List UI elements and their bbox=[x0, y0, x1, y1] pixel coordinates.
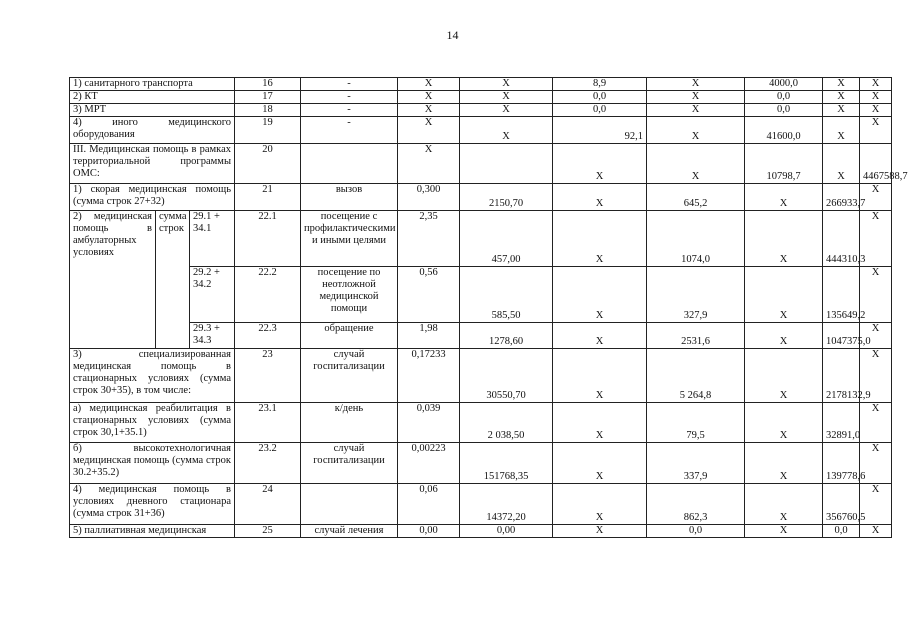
row-number: 18 bbox=[235, 104, 301, 117]
value-cell: 444310,3 bbox=[823, 211, 860, 267]
row-name: 5) паллиативная медицинская bbox=[70, 525, 235, 538]
value-cell: X bbox=[823, 117, 860, 144]
row-ref: 29.2 + 34.2 bbox=[190, 267, 235, 323]
value-cell: 1,98 bbox=[398, 323, 460, 349]
value-cell: X bbox=[823, 104, 860, 117]
page-number: 14 bbox=[446, 28, 459, 42]
value-cell: X bbox=[398, 91, 460, 104]
table-row bbox=[70, 267, 892, 323]
row-name: а) медицинская реабилитация в стационарных условиях (сумма строк 30,1+35.1) bbox=[70, 403, 235, 443]
value-cell: 1074,0 bbox=[647, 211, 745, 267]
value-cell: X bbox=[860, 117, 892, 144]
value-cell: 139778,6 bbox=[823, 443, 860, 484]
row-name: 4) медицинская помощь в условиях дневного стационара (сумма строк 31+36) bbox=[70, 484, 235, 525]
value-cell: X bbox=[553, 211, 647, 267]
value-cell: X bbox=[860, 104, 892, 117]
value-cell: X bbox=[553, 323, 647, 349]
table-row bbox=[70, 184, 892, 211]
value-cell: X bbox=[398, 144, 460, 184]
row-number: 16 bbox=[235, 78, 301, 91]
value-cell: X bbox=[745, 323, 823, 349]
value-cell: X bbox=[553, 267, 647, 323]
value-cell: X bbox=[553, 443, 647, 484]
unit-cell: посещение по неотложной медицинской помощи bbox=[301, 267, 398, 323]
table-row bbox=[70, 211, 892, 267]
value-cell: 14372,20 bbox=[460, 484, 553, 525]
value-cell: 2178132,9 bbox=[823, 349, 860, 403]
value-cell: 0,0 bbox=[745, 104, 823, 117]
table-row bbox=[70, 91, 892, 104]
row-number: 23 bbox=[235, 349, 301, 403]
value-cell: 1047375,0 bbox=[823, 323, 860, 349]
unit-cell: посещение с профилактическими и иными целями bbox=[301, 211, 398, 267]
value-cell: X bbox=[647, 117, 745, 144]
value-cell: 356760,5 bbox=[823, 484, 860, 525]
value-cell: 0,0 bbox=[553, 91, 647, 104]
value-cell: 0,00 bbox=[460, 525, 553, 538]
value-cell: 135649,2 bbox=[823, 267, 860, 323]
value-cell: X bbox=[745, 484, 823, 525]
value-cell: 92,1 bbox=[553, 117, 647, 144]
value-cell: X bbox=[860, 349, 892, 403]
value-cell: X bbox=[647, 91, 745, 104]
value-cell: X bbox=[860, 211, 892, 267]
value-cell: X bbox=[823, 78, 860, 91]
value-cell: 0,0 bbox=[745, 91, 823, 104]
unit-cell: вызов bbox=[301, 184, 398, 211]
value-cell: X bbox=[745, 403, 823, 443]
table-row bbox=[70, 323, 892, 349]
row-name: 1) санитарного транспорта bbox=[70, 78, 235, 91]
row-name: 3) МРТ bbox=[70, 104, 235, 117]
value-cell: 327,9 bbox=[647, 267, 745, 323]
value-cell: 266933,7 bbox=[823, 184, 860, 211]
value-cell: 30550,70 bbox=[460, 349, 553, 403]
row-number: 20 bbox=[235, 144, 301, 184]
value-cell: X bbox=[553, 184, 647, 211]
table-row bbox=[70, 78, 892, 91]
value-cell: X bbox=[553, 144, 647, 184]
row-name: 2) КТ bbox=[70, 91, 235, 104]
row-name: III. Медицинская помощь в рамках территориальной программы ОМС: bbox=[70, 144, 235, 184]
value-cell: X bbox=[745, 349, 823, 403]
value-cell: X bbox=[823, 91, 860, 104]
table-row bbox=[70, 403, 892, 443]
value-cell: 8,9 bbox=[553, 78, 647, 91]
table-row bbox=[70, 104, 892, 117]
row-number: 25 bbox=[235, 525, 301, 538]
value-cell: X bbox=[398, 117, 460, 144]
unit-cell: - bbox=[301, 117, 398, 144]
unit-cell: случай лечения bbox=[301, 525, 398, 538]
value-cell: X bbox=[553, 525, 647, 538]
value-cell: 10798,7 bbox=[745, 144, 823, 184]
value-cell: X bbox=[823, 144, 860, 184]
value-cell: X bbox=[745, 525, 823, 538]
row-number: 21 bbox=[235, 184, 301, 211]
table-row bbox=[70, 349, 892, 403]
value-cell: X bbox=[860, 267, 892, 323]
value-cell: X bbox=[745, 267, 823, 323]
value-cell: 2531,6 bbox=[647, 323, 745, 349]
row-number: 17 bbox=[235, 91, 301, 104]
row-number: 23.2 bbox=[235, 443, 301, 484]
value-cell: X bbox=[460, 91, 553, 104]
table-row bbox=[70, 443, 892, 484]
unit-cell bbox=[301, 484, 398, 525]
value-cell: X bbox=[860, 91, 892, 104]
unit-cell: обращение bbox=[301, 323, 398, 349]
value-cell: 0,0 bbox=[553, 104, 647, 117]
unit-cell: - bbox=[301, 91, 398, 104]
value-cell: X bbox=[647, 78, 745, 91]
row-name: 2) медицинская помощь в амбулаторных условиях bbox=[70, 211, 156, 349]
value-cell: X bbox=[860, 525, 892, 538]
value-cell: 2,35 bbox=[398, 211, 460, 267]
value-cell: 0,039 bbox=[398, 403, 460, 443]
row-name: 1) скорая медицинская помощь (сумма строк 27+32) bbox=[70, 184, 235, 211]
unit-cell bbox=[301, 144, 398, 184]
value-cell: X bbox=[647, 104, 745, 117]
row-number: 23.1 bbox=[235, 403, 301, 443]
unit-cell: случай госпитализации bbox=[301, 443, 398, 484]
value-cell: X bbox=[553, 484, 647, 525]
value-cell: X bbox=[860, 323, 892, 349]
row-ref: 29.3 + 34.3 bbox=[190, 323, 235, 349]
row-number: 22.2 bbox=[235, 267, 301, 323]
value-cell: X bbox=[745, 211, 823, 267]
value-cell bbox=[460, 144, 553, 184]
value-cell: 337,9 bbox=[647, 443, 745, 484]
table-row bbox=[70, 144, 892, 184]
row-number: 19 bbox=[235, 117, 301, 144]
unit-cell: случай госпитализации bbox=[301, 349, 398, 403]
value-cell: 0,06 bbox=[398, 484, 460, 525]
value-cell: X bbox=[460, 78, 553, 91]
row-number: 22.1 bbox=[235, 211, 301, 267]
value-cell: X bbox=[398, 104, 460, 117]
value-cell: 4467588,7 bbox=[860, 144, 892, 184]
value-cell: X bbox=[860, 78, 892, 91]
value-cell: 0,00 bbox=[398, 525, 460, 538]
unit-cell: к/день bbox=[301, 403, 398, 443]
unit-cell: - bbox=[301, 104, 398, 117]
row-name: б) высокотехнологичная медицинская помощь (сумма строк 30.2+35.2) bbox=[70, 443, 235, 484]
table-row bbox=[70, 525, 892, 538]
value-cell: 585,50 bbox=[460, 267, 553, 323]
row-number: 22.3 bbox=[235, 323, 301, 349]
value-cell: 41600,0 bbox=[745, 117, 823, 144]
row-subname: сумма строк bbox=[156, 211, 190, 349]
row-name: 4) иного медицинского оборудования bbox=[70, 117, 235, 144]
value-cell: 1278,60 bbox=[460, 323, 553, 349]
value-cell: 457,00 bbox=[460, 211, 553, 267]
value-cell: 32891,0 bbox=[823, 403, 860, 443]
table-row bbox=[70, 117, 892, 144]
unit-cell: - bbox=[301, 78, 398, 91]
value-cell: X bbox=[460, 104, 553, 117]
value-cell: 862,3 bbox=[647, 484, 745, 525]
value-cell: 4000,0 bbox=[745, 78, 823, 91]
value-cell: 2150,70 bbox=[460, 184, 553, 211]
value-cell: X bbox=[745, 184, 823, 211]
row-name: 3) специализированная медицинская помощь в стационарных условиях (сумма строк 30+35), в том числе: bbox=[70, 349, 235, 403]
value-cell: 0,17233 bbox=[398, 349, 460, 403]
value-cell: X bbox=[553, 349, 647, 403]
value-cell: 645,2 bbox=[647, 184, 745, 211]
value-cell: 0,300 bbox=[398, 184, 460, 211]
value-cell: X bbox=[553, 403, 647, 443]
value-cell: X bbox=[398, 78, 460, 91]
value-cell: X bbox=[647, 144, 745, 184]
value-cell: 0,00223 bbox=[398, 443, 460, 484]
value-cell: 0,56 bbox=[398, 267, 460, 323]
value-cell: X bbox=[860, 443, 892, 484]
value-cell: X bbox=[860, 184, 892, 211]
row-number: 24 bbox=[235, 484, 301, 525]
value-cell: 79,5 bbox=[647, 403, 745, 443]
value-cell: 151768,35 bbox=[460, 443, 553, 484]
value-cell: 0,0 bbox=[647, 525, 745, 538]
value-cell: X bbox=[745, 443, 823, 484]
table-row bbox=[70, 484, 892, 525]
value-cell: X bbox=[860, 403, 892, 443]
value-cell: 2 038,50 bbox=[460, 403, 553, 443]
row-ref: 29.1 + 34.1 bbox=[190, 211, 235, 267]
data-table bbox=[69, 77, 908, 538]
value-cell: X bbox=[860, 484, 892, 525]
value-cell: X bbox=[460, 117, 553, 144]
value-cell: 5 264,8 bbox=[647, 349, 745, 403]
value-cell: 0,0 bbox=[823, 525, 860, 538]
